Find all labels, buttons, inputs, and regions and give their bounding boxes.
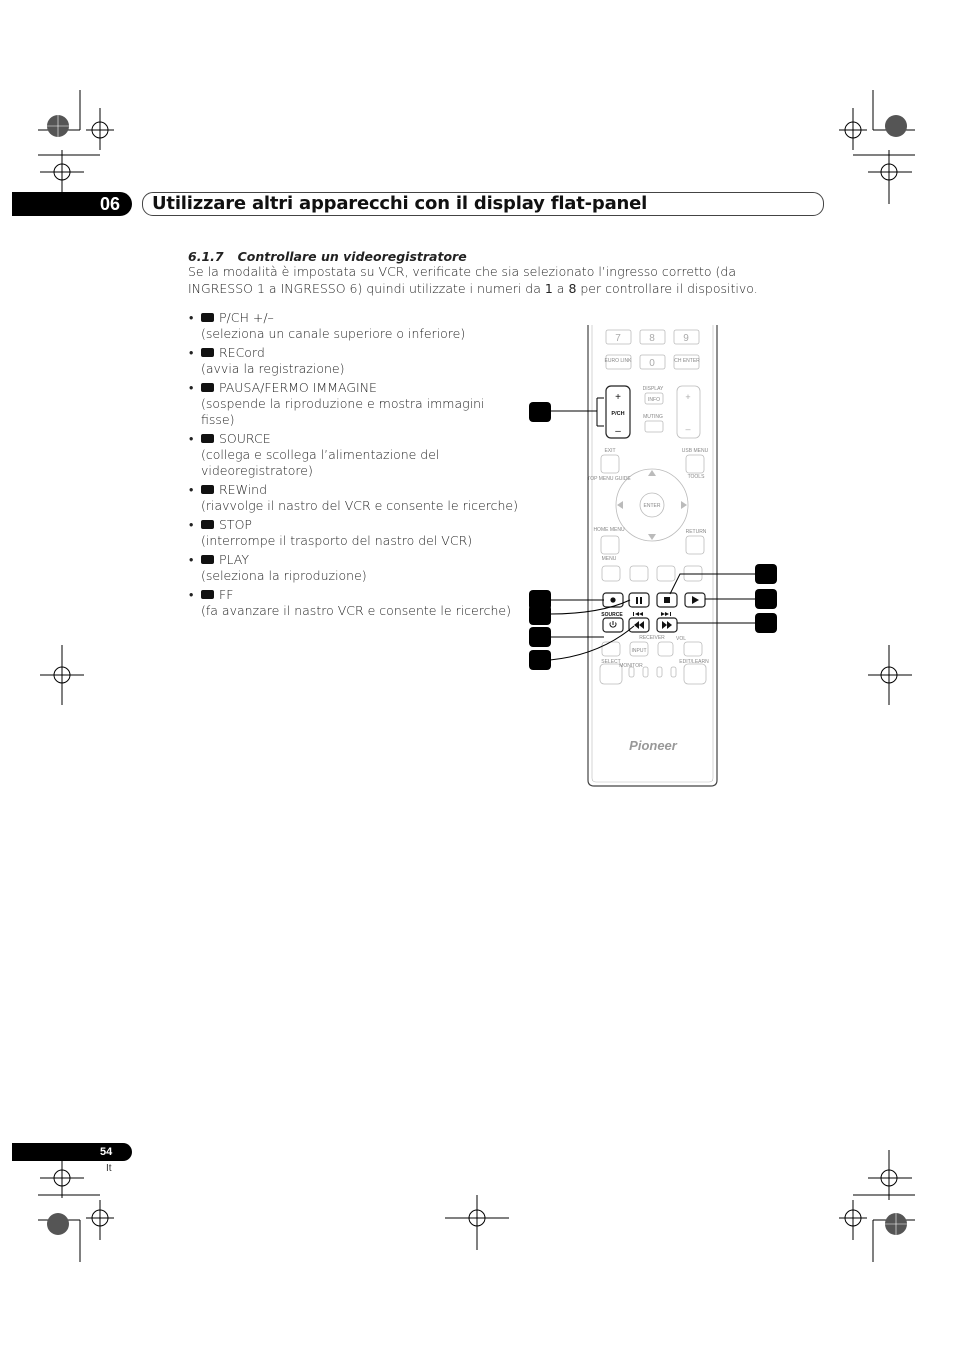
callout-play [755,589,777,609]
button-marker-icon [201,383,214,392]
pch-label: P/CH [611,411,625,417]
button-label: RECord [219,345,265,360]
pause-button [629,593,649,607]
button-label: PLAY [219,552,250,567]
list-item: • FF (fa avanzare il nastro VCR e consente le ricerche) [189,587,511,618]
digit-9: 9 [683,333,689,344]
menu-label: MENU [601,556,617,562]
button-marker-icon [201,348,214,357]
list-item: • STOP (interrompe il trasporto del nastro del VCR) [189,517,473,548]
top-menu-label: TOP MENU GUIDE [587,476,631,482]
pch-plus-sign: + [615,392,621,403]
button-desc: (collega e scollega l’alimentazione del videoregistratore) [201,447,440,478]
monitor-label: MONITOR [619,663,643,669]
button-label: REWind [219,482,267,497]
source-label: SOURCE [601,612,623,618]
intro-text: Se la modalità è impostata su VCR, verificate che sia selezionato l’ingresso corretto (da INGRESSO 1 a INGRESSO 6) quindi utilizzate i numeri da [188,264,736,296]
list-item: • P/CH +/– (seleziona un canale superiore o inferiore) [189,310,466,341]
page-title: Utilizzare altri apparecchi con il display flat-panel [152,193,648,214]
chapter-number: 06 [100,194,121,214]
intro-text-end: per controllare il dispositivo. [576,281,758,296]
callout-stop [755,564,777,584]
rec-icon [610,597,615,602]
pause-icon [636,597,638,604]
ch-enter-label: CH ENTER [674,358,700,364]
button-marker-icon [201,520,214,529]
list-item: • PAUSA/FERMO IMMAGINE (sospende la riproduzione e mostra immagini fisse) [189,380,485,427]
intro-bold-2: 8 [568,281,577,296]
button-label: P/CH +/– [219,310,274,325]
section-heading [188,249,467,264]
digit-7: 7 [615,333,621,344]
vol-label: VOL [675,636,687,642]
digit-0: 0 [649,358,655,369]
muting-label: MUTING [643,414,663,420]
stop-icon [664,597,670,603]
button-desc: (avvia la registrazione) [201,361,345,376]
button-desc: (seleziona la riproduzione) [201,568,367,583]
button-desc: (interrompe il trasporto del nastro del VCR) [201,533,473,548]
intro-bold-1: 1 [544,281,553,296]
edit-learn-label: EDIT/LEARN [679,659,709,665]
callout-ff [755,613,777,633]
button-label: SOURCE [219,431,271,446]
section-number: 6.1.7 [188,249,224,264]
button-label: FF [219,587,234,602]
intro-text-mid: a [552,281,569,296]
tools-label: TOOLS [687,474,705,480]
button-desc: (fa avanzare il nastro VCR e consente le ricerche) [201,603,511,618]
vol-minus-sign: – [685,424,691,434]
euro-link-label: EURO LINK [604,358,632,364]
list-item: • RECord (avvia la registrazione) [189,345,345,376]
list-item: • SOURCE (collega e scollega l’alimentazione del videoregistratore) [189,431,440,478]
callout-pch [529,402,551,422]
pioneer-logo: Pioneer [629,738,677,753]
button-desc: (seleziona un canale superiore o inferiore) [201,326,466,341]
button-label: PAUSA/FERMO IMMAGINE [219,380,377,395]
digit-8: 8 [649,333,655,344]
button-marker-icon [201,313,214,322]
home-menu-label: HOME MENU [593,527,625,533]
language-code: It [106,1163,112,1174]
button-label: STOP [219,517,252,532]
input-label: INPUT [631,648,647,654]
pch-minus-sign: – [615,426,621,437]
list-item: • PLAY (seleziona la riproduzione) [189,552,367,583]
button-marker-icon [201,434,214,443]
callout-pause [529,605,551,625]
exit-label: EXIT [604,448,616,454]
page-number: 54 [100,1146,113,1158]
info-label: INFO [648,397,660,403]
button-marker-icon [201,590,214,599]
remote-control-illustration [520,320,780,790]
button-desc: (sospende la riproduzione e mostra immagini fisse) [201,396,485,427]
page-tab [12,1143,132,1161]
button-list [188,310,518,619]
select-label: SELECT [601,659,621,665]
callout-rewind [529,650,551,670]
callout-source [529,627,551,647]
button-marker-icon [201,555,214,564]
usb-menu-label: USB MENU [681,448,709,454]
section-title: Controllare un videoregistratore [237,249,467,264]
receiver-label: RECEIVER [639,635,665,641]
button-desc: (riavvolge il nastro del VCR e consente le ricerche) [201,498,518,513]
list-item: • REWind (riavvolge il nastro del VCR e consente le ricerche) [189,482,518,513]
return-label: RETURN [685,529,707,535]
vol-plus-sign: + [685,392,691,402]
section-intro [188,263,788,297]
button-marker-icon [201,485,214,494]
enter-label: ENTER [643,503,661,509]
display-label: DISPLAY [642,386,664,392]
